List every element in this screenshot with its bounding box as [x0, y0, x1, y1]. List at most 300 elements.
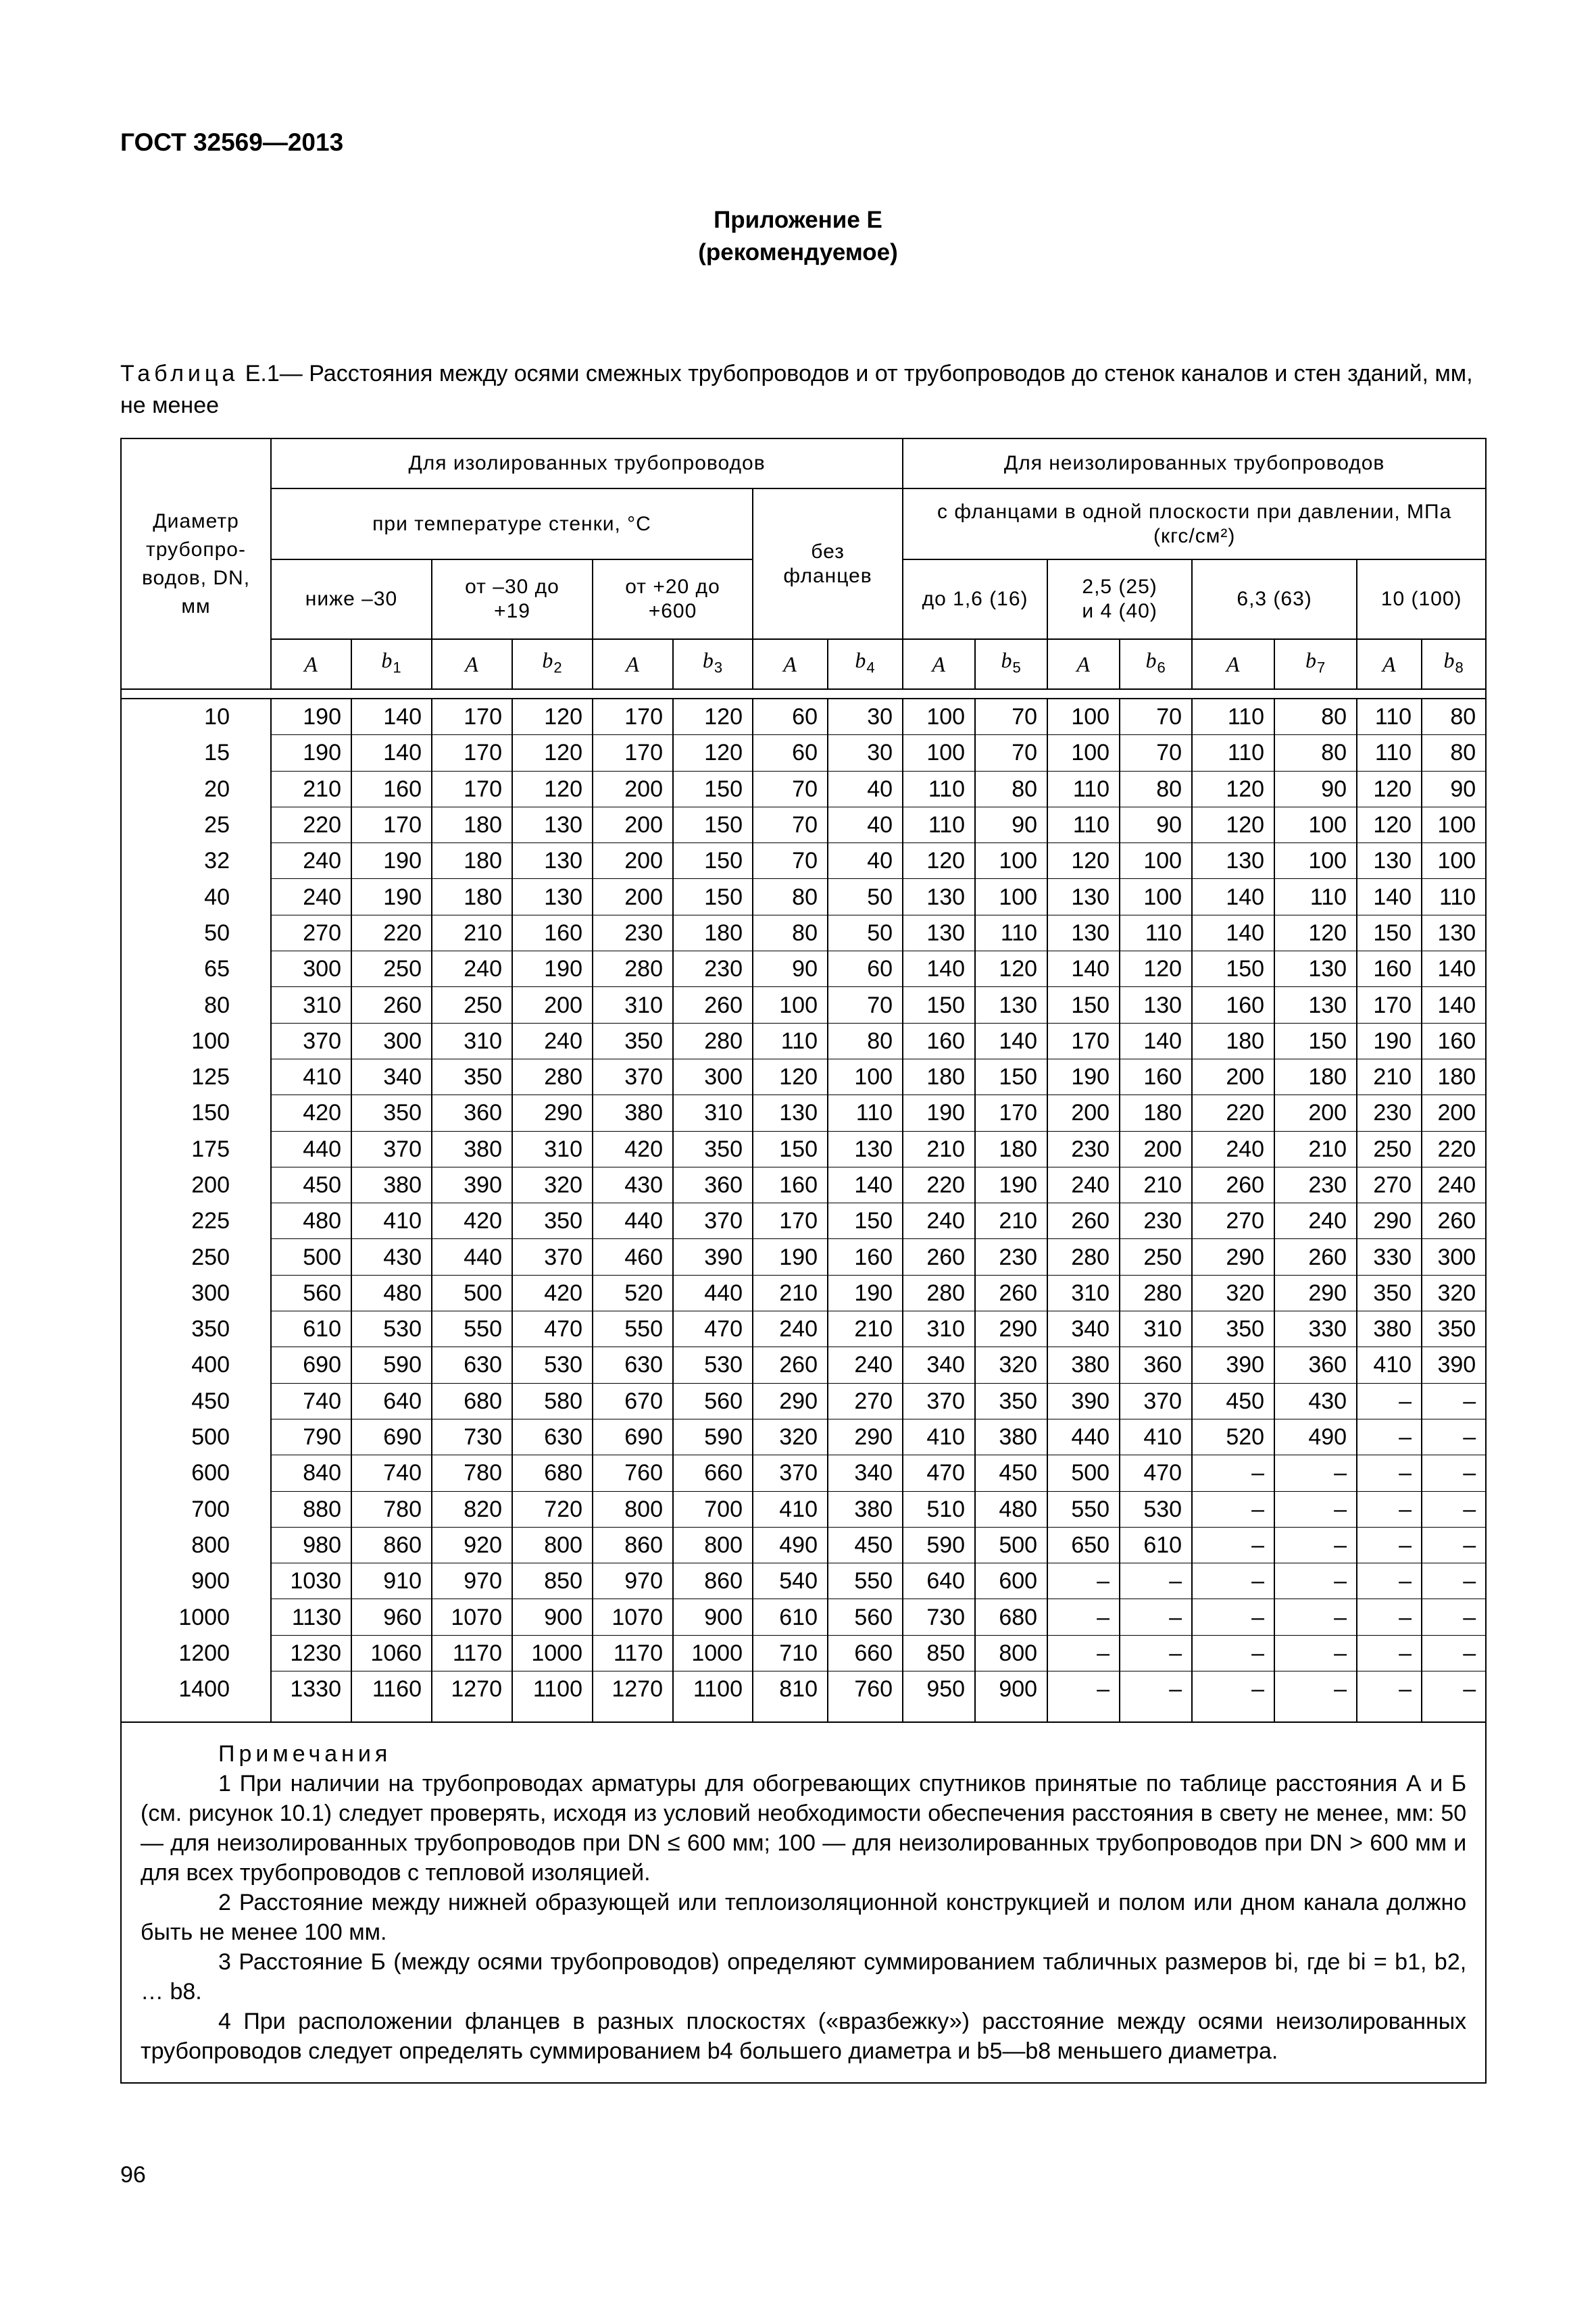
value-cell: 150 — [673, 879, 753, 915]
value-cell: 760 — [828, 1671, 903, 1723]
value-cell: 240 — [271, 879, 351, 915]
dn-cell: 800 — [121, 1527, 271, 1563]
value-cell: 230 — [1274, 1167, 1357, 1203]
value-cell: – — [1192, 1635, 1274, 1671]
value-cell: 250 — [351, 951, 432, 987]
value-cell: 590 — [903, 1527, 975, 1563]
dn-cell: 700 — [121, 1491, 271, 1527]
value-cell: 370 — [351, 1131, 432, 1167]
value-cell: 350 — [673, 1131, 753, 1167]
value-cell: 100 — [1120, 879, 1192, 915]
value-cell: 230 — [673, 951, 753, 987]
value-cell: 1030 — [271, 1563, 351, 1599]
value-cell: 350 — [1422, 1311, 1486, 1347]
value-cell: 1000 — [673, 1635, 753, 1671]
wall-temperature-header: при температуре стенки, °С — [271, 488, 753, 559]
value-cell: 360 — [432, 1095, 512, 1131]
value-cell: – — [1422, 1563, 1486, 1599]
table-row — [121, 1563, 1486, 1599]
value-cell: 130 — [1274, 987, 1357, 1023]
value-cell: 170 — [753, 1203, 828, 1239]
value-cell: 120 — [975, 951, 1047, 987]
value-cell: 880 — [271, 1491, 351, 1527]
value-cell: 1000 — [512, 1635, 593, 1671]
value-cell: – — [1422, 1383, 1486, 1419]
dimension-header-7: A — [753, 639, 828, 689]
value-cell: 680 — [432, 1383, 512, 1419]
value-cell: 190 — [828, 1275, 903, 1311]
value-cell: 1230 — [271, 1635, 351, 1671]
value-cell: 860 — [593, 1527, 673, 1563]
value-cell: 60 — [753, 735, 828, 771]
temp-below-minus30-header: ниже –30 — [271, 559, 432, 639]
value-cell: 170 — [593, 735, 673, 771]
value-cell: 160 — [1422, 1023, 1486, 1059]
pressure-1-6-header: до 1,6 (16) — [903, 559, 1047, 639]
value-cell: 170 — [432, 735, 512, 771]
value-cell: 670 — [593, 1383, 673, 1419]
value-cell: 590 — [351, 1347, 432, 1383]
value-cell: 80 — [1274, 735, 1357, 771]
no-flanges-header: без фланцев — [753, 488, 903, 639]
value-cell: 360 — [1120, 1347, 1192, 1383]
value-cell: 390 — [1422, 1347, 1486, 1383]
value-cell: 450 — [271, 1167, 351, 1203]
table-row — [121, 879, 1486, 915]
value-cell: 100 — [975, 843, 1047, 879]
table-row — [121, 699, 1486, 735]
value-cell: 560 — [271, 1275, 351, 1311]
value-cell: 320 — [1422, 1275, 1486, 1311]
value-cell: 200 — [1422, 1095, 1486, 1131]
value-cell: – — [1422, 1599, 1486, 1635]
value-cell: 840 — [271, 1455, 351, 1491]
value-cell: 300 — [351, 1023, 432, 1059]
dn-cell: 500 — [121, 1419, 271, 1455]
value-cell: 70 — [753, 843, 828, 879]
table-row — [121, 1635, 1486, 1671]
value-cell: 120 — [753, 1059, 828, 1095]
value-cell: 110 — [1357, 699, 1422, 735]
dn-cell: 100 — [121, 1023, 271, 1059]
value-cell: 280 — [512, 1059, 593, 1095]
table-caption — [120, 358, 1492, 422]
value-cell: 180 — [1192, 1023, 1274, 1059]
noninsulated-header: Для неизолированных трубопроводов — [903, 438, 1486, 488]
value-cell: 70 — [753, 807, 828, 842]
value-cell: 1070 — [593, 1599, 673, 1635]
value-cell: 110 — [975, 915, 1047, 951]
value-cell: 790 — [271, 1419, 351, 1455]
value-cell: 210 — [903, 1131, 975, 1167]
value-cell: 80 — [1422, 699, 1486, 735]
dimension-header-2: $b_1$ — [351, 639, 432, 689]
value-cell: 140 — [1422, 987, 1486, 1023]
table-caption-label: Таблица — [120, 361, 239, 386]
value-cell: 350 — [1192, 1311, 1274, 1347]
value-cell: 240 — [1047, 1167, 1120, 1203]
value-cell: 550 — [593, 1311, 673, 1347]
note-1: 1 При наличии на трубопроводах арматуры для обогревающих спутников принятые по таблице расстояния А и Б (см. рисунок 10.1) следует проверять, исходя из условий необходимости обеспечения расстояния в свету не менее, мм: 50 — для неизолированных трубопроводов при DN ≤ 600 мм; 100 — для неизолированных трубопроводов при DN > 600 мм и для всех трубопроводов с тепловой изоляцией. — [141, 1771, 1467, 1886]
value-cell: 470 — [1120, 1455, 1192, 1491]
value-cell: 370 — [1120, 1383, 1192, 1419]
value-cell: 110 — [1357, 735, 1422, 771]
value-cell: 40 — [828, 771, 903, 807]
value-cell: 130 — [512, 807, 593, 842]
value-cell: 900 — [975, 1671, 1047, 1723]
value-cell: 200 — [593, 771, 673, 807]
dn-cell: 125 — [121, 1059, 271, 1095]
dimension-header-15: A — [1357, 639, 1422, 689]
value-cell: 300 — [271, 951, 351, 987]
value-cell: 310 — [903, 1311, 975, 1347]
value-cell: 730 — [432, 1419, 512, 1455]
value-cell: 80 — [1120, 771, 1192, 807]
value-cell: 200 — [1047, 1095, 1120, 1131]
value-cell: 350 — [975, 1383, 1047, 1419]
value-cell: 960 — [351, 1599, 432, 1635]
value-cell: 210 — [432, 915, 512, 951]
value-cell: 740 — [351, 1455, 432, 1491]
value-cell: – — [1120, 1599, 1192, 1635]
value-cell: 440 — [432, 1239, 512, 1275]
value-cell: 470 — [903, 1455, 975, 1491]
value-cell: – — [1357, 1455, 1422, 1491]
dn-cell: 25 — [121, 807, 271, 842]
value-cell: 520 — [1192, 1419, 1274, 1455]
value-cell: 860 — [673, 1563, 753, 1599]
value-cell: 360 — [1274, 1347, 1357, 1383]
value-cell: 120 — [673, 699, 753, 735]
value-cell: 190 — [512, 951, 593, 987]
value-cell: 230 — [1120, 1203, 1192, 1239]
value-cell: 220 — [1192, 1095, 1274, 1131]
value-cell: 200 — [593, 879, 673, 915]
value-cell: 730 — [903, 1599, 975, 1635]
value-cell: – — [1192, 1455, 1274, 1491]
value-cell: 530 — [351, 1311, 432, 1347]
value-cell: 410 — [1120, 1419, 1192, 1455]
value-cell: 480 — [271, 1203, 351, 1239]
value-cell: 150 — [1274, 1023, 1357, 1059]
dn-cell: 1400 — [121, 1671, 271, 1723]
value-cell: 610 — [271, 1311, 351, 1347]
value-cell: 200 — [1274, 1095, 1357, 1131]
value-cell: 180 — [432, 843, 512, 879]
value-cell: 220 — [351, 915, 432, 951]
value-cell: 90 — [1422, 771, 1486, 807]
value-cell: 100 — [1047, 735, 1120, 771]
value-cell: 110 — [828, 1095, 903, 1131]
value-cell: 550 — [828, 1563, 903, 1599]
dn-cell: 10 — [121, 699, 271, 735]
value-cell: 210 — [828, 1311, 903, 1347]
value-cell: 120 — [1120, 951, 1192, 987]
value-cell: 430 — [351, 1239, 432, 1275]
value-cell: 150 — [903, 987, 975, 1023]
value-cell: 100 — [1422, 807, 1486, 842]
value-cell: 530 — [1120, 1491, 1192, 1527]
value-cell: – — [1422, 1527, 1486, 1563]
table-row — [121, 951, 1486, 987]
value-cell: 660 — [828, 1635, 903, 1671]
value-cell: 170 — [432, 771, 512, 807]
value-cell: 80 — [1422, 735, 1486, 771]
value-cell: 70 — [828, 987, 903, 1023]
dn-cell: 450 — [121, 1383, 271, 1419]
value-cell: 240 — [432, 951, 512, 987]
value-cell: 100 — [1120, 843, 1192, 879]
value-cell: 120 — [1047, 843, 1120, 879]
value-cell: 1130 — [271, 1599, 351, 1635]
value-cell: 970 — [593, 1563, 673, 1599]
value-cell: 250 — [1357, 1131, 1422, 1167]
value-cell: 950 — [903, 1671, 975, 1723]
value-cell: 120 — [1357, 807, 1422, 842]
table-caption-text: Е.1— Расстояния между осями смежных трубопроводов и от трубопроводов до стенок каналов и стен зданий, мм, не менее — [120, 361, 1473, 418]
value-cell: 800 — [593, 1491, 673, 1527]
value-cell: 160 — [1192, 987, 1274, 1023]
table-row — [121, 807, 1486, 842]
value-cell: – — [1192, 1491, 1274, 1527]
value-cell: 200 — [512, 987, 593, 1023]
value-cell: – — [1357, 1563, 1422, 1599]
value-cell: 110 — [1047, 771, 1120, 807]
value-cell: 1170 — [593, 1635, 673, 1671]
appendix-title: Приложение Е — [714, 207, 882, 233]
table-row — [121, 1059, 1486, 1095]
value-cell: 500 — [432, 1275, 512, 1311]
value-cell: – — [1120, 1635, 1192, 1671]
value-cell: 410 — [1357, 1347, 1422, 1383]
table-row — [121, 1599, 1486, 1635]
value-cell: 80 — [975, 771, 1047, 807]
value-cell: 170 — [351, 807, 432, 842]
value-cell: 380 — [975, 1419, 1047, 1455]
table-row — [121, 1239, 1486, 1275]
value-cell: 190 — [351, 843, 432, 879]
value-cell: 100 — [1274, 807, 1357, 842]
value-cell: 250 — [1120, 1239, 1192, 1275]
value-cell: 980 — [271, 1527, 351, 1563]
value-cell: 610 — [753, 1599, 828, 1635]
value-cell: 130 — [1422, 915, 1486, 951]
value-cell: 80 — [753, 879, 828, 915]
value-cell: 910 — [351, 1563, 432, 1599]
value-cell: 70 — [1120, 735, 1192, 771]
note-3: 3 Расстояние Б (между осями трубопроводов) определяют суммированием табличных размеров bi, где bi = b1, b2, … b8. — [141, 1949, 1467, 2005]
value-cell: 270 — [1357, 1167, 1422, 1203]
notes-row — [121, 1722, 1486, 2083]
dn-cell: 15 — [121, 735, 271, 771]
value-cell: 180 — [1422, 1059, 1486, 1095]
dimension-header-8: $b_4$ — [828, 639, 903, 689]
value-cell: 40 — [828, 843, 903, 879]
value-cell: 130 — [828, 1131, 903, 1167]
value-cell: 100 — [975, 879, 1047, 915]
value-cell: 100 — [903, 735, 975, 771]
value-cell: 810 — [753, 1671, 828, 1723]
value-cell: 310 — [512, 1131, 593, 1167]
value-cell: 710 — [753, 1635, 828, 1671]
value-cell: 1060 — [351, 1635, 432, 1671]
value-cell: 120 — [1274, 915, 1357, 951]
dn-cell: 1000 — [121, 1599, 271, 1635]
value-cell: 390 — [1192, 1347, 1274, 1383]
value-cell: 170 — [432, 699, 512, 735]
value-cell: 580 — [512, 1383, 593, 1419]
value-cell: 690 — [271, 1347, 351, 1383]
value-cell: 390 — [673, 1239, 753, 1275]
value-cell: 280 — [673, 1023, 753, 1059]
value-cell: 190 — [975, 1167, 1047, 1203]
dimension-header-4: $b_2$ — [512, 639, 593, 689]
value-cell: 530 — [512, 1347, 593, 1383]
table-row — [121, 1203, 1486, 1239]
value-cell: 240 — [512, 1023, 593, 1059]
value-cell: 420 — [432, 1203, 512, 1239]
value-cell: 140 — [1047, 951, 1120, 987]
table-body — [121, 699, 1486, 1722]
value-cell: 240 — [271, 843, 351, 879]
value-cell: – — [1120, 1671, 1192, 1723]
value-cell: 430 — [593, 1167, 673, 1203]
value-cell: 190 — [903, 1095, 975, 1131]
header-separator — [121, 689, 1486, 699]
value-cell: 120 — [673, 735, 753, 771]
value-cell: 150 — [1357, 915, 1422, 951]
value-cell: 80 — [753, 915, 828, 951]
value-cell: 380 — [1047, 1347, 1120, 1383]
table-row — [121, 1419, 1486, 1455]
value-cell: – — [1274, 1527, 1357, 1563]
table-row — [121, 1455, 1486, 1491]
value-cell: 500 — [1047, 1455, 1120, 1491]
value-cell: 230 — [593, 915, 673, 951]
value-cell: 370 — [512, 1239, 593, 1275]
value-cell: 850 — [512, 1563, 593, 1599]
value-cell: 300 — [673, 1059, 753, 1095]
value-cell: 1170 — [432, 1635, 512, 1671]
value-cell: 350 — [512, 1203, 593, 1239]
value-cell: 360 — [673, 1167, 753, 1203]
value-cell: 380 — [828, 1491, 903, 1527]
value-cell: 420 — [271, 1095, 351, 1131]
value-cell: 120 — [903, 843, 975, 879]
value-cell: 50 — [828, 879, 903, 915]
value-cell: 90 — [753, 951, 828, 987]
value-cell: 500 — [271, 1239, 351, 1275]
value-cell: 190 — [271, 735, 351, 771]
dimension-header-6: $b_3$ — [673, 639, 753, 689]
value-cell: 260 — [903, 1239, 975, 1275]
value-cell: 160 — [903, 1023, 975, 1059]
dimension-header-16: $b_8$ — [1422, 639, 1486, 689]
value-cell: 420 — [593, 1131, 673, 1167]
value-cell: 380 — [351, 1167, 432, 1203]
dn-cell: 600 — [121, 1455, 271, 1491]
dn-cell: 300 — [121, 1275, 271, 1311]
value-cell: 680 — [512, 1455, 593, 1491]
dimension-header-10: $b_5$ — [975, 639, 1047, 689]
value-cell: – — [1047, 1563, 1120, 1599]
value-cell: 630 — [432, 1347, 512, 1383]
value-cell: – — [1047, 1635, 1120, 1671]
table-row — [121, 1311, 1486, 1347]
dimension-header-12: $b_6$ — [1120, 639, 1192, 689]
value-cell: 190 — [1047, 1059, 1120, 1095]
value-cell: 860 — [351, 1527, 432, 1563]
value-cell: 180 — [975, 1131, 1047, 1167]
value-cell: 800 — [512, 1527, 593, 1563]
value-cell: 110 — [903, 807, 975, 842]
value-cell: – — [1357, 1527, 1422, 1563]
value-cell: – — [1120, 1563, 1192, 1599]
value-cell: 410 — [753, 1491, 828, 1527]
value-cell: 1070 — [432, 1599, 512, 1635]
value-cell: 90 — [1120, 807, 1192, 842]
dimension-header-1: A — [271, 639, 351, 689]
value-cell: 1270 — [593, 1671, 673, 1723]
value-cell: 1100 — [673, 1671, 753, 1723]
value-cell: 440 — [1047, 1419, 1120, 1455]
value-cell: 200 — [593, 807, 673, 842]
table-head — [121, 438, 1486, 689]
value-cell: 310 — [673, 1095, 753, 1131]
value-cell: 100 — [828, 1059, 903, 1095]
value-cell: 150 — [673, 771, 753, 807]
value-cell: 140 — [975, 1023, 1047, 1059]
value-cell: 160 — [828, 1239, 903, 1275]
value-cell: 210 — [1357, 1059, 1422, 1095]
table-row — [121, 1671, 1486, 1723]
value-cell: 190 — [351, 879, 432, 915]
value-cell: 230 — [1357, 1095, 1422, 1131]
value-cell: 110 — [1047, 807, 1120, 842]
table-row — [121, 843, 1486, 879]
distances-table — [120, 438, 1487, 2084]
dn-cell: 50 — [121, 915, 271, 951]
value-cell: 140 — [351, 735, 432, 771]
value-cell: 300 — [1422, 1239, 1486, 1275]
value-cell: 150 — [1047, 987, 1120, 1023]
value-cell: 640 — [351, 1383, 432, 1419]
value-cell: 90 — [975, 807, 1047, 842]
value-cell: 350 — [432, 1059, 512, 1095]
value-cell: 330 — [1274, 1311, 1357, 1347]
value-cell: 280 — [593, 951, 673, 987]
value-cell: 100 — [903, 699, 975, 735]
value-cell: 600 — [975, 1563, 1047, 1599]
value-cell: 410 — [351, 1203, 432, 1239]
value-cell: – — [1047, 1671, 1120, 1723]
value-cell: 590 — [673, 1419, 753, 1455]
value-cell: 380 — [593, 1095, 673, 1131]
value-cell: 820 — [432, 1491, 512, 1527]
value-cell: 690 — [351, 1419, 432, 1455]
value-cell: 210 — [1274, 1131, 1357, 1167]
value-cell: 210 — [1120, 1167, 1192, 1203]
value-cell: 290 — [828, 1419, 903, 1455]
dimension-header-13: A — [1192, 639, 1274, 689]
value-cell: 190 — [753, 1239, 828, 1275]
value-cell: 610 — [1120, 1527, 1192, 1563]
value-cell: 740 — [271, 1383, 351, 1419]
value-cell: – — [1192, 1527, 1274, 1563]
document-code: ГОСТ 32569—2013 — [120, 128, 344, 156]
value-cell: 800 — [975, 1635, 1047, 1671]
value-cell: 390 — [1047, 1383, 1120, 1419]
